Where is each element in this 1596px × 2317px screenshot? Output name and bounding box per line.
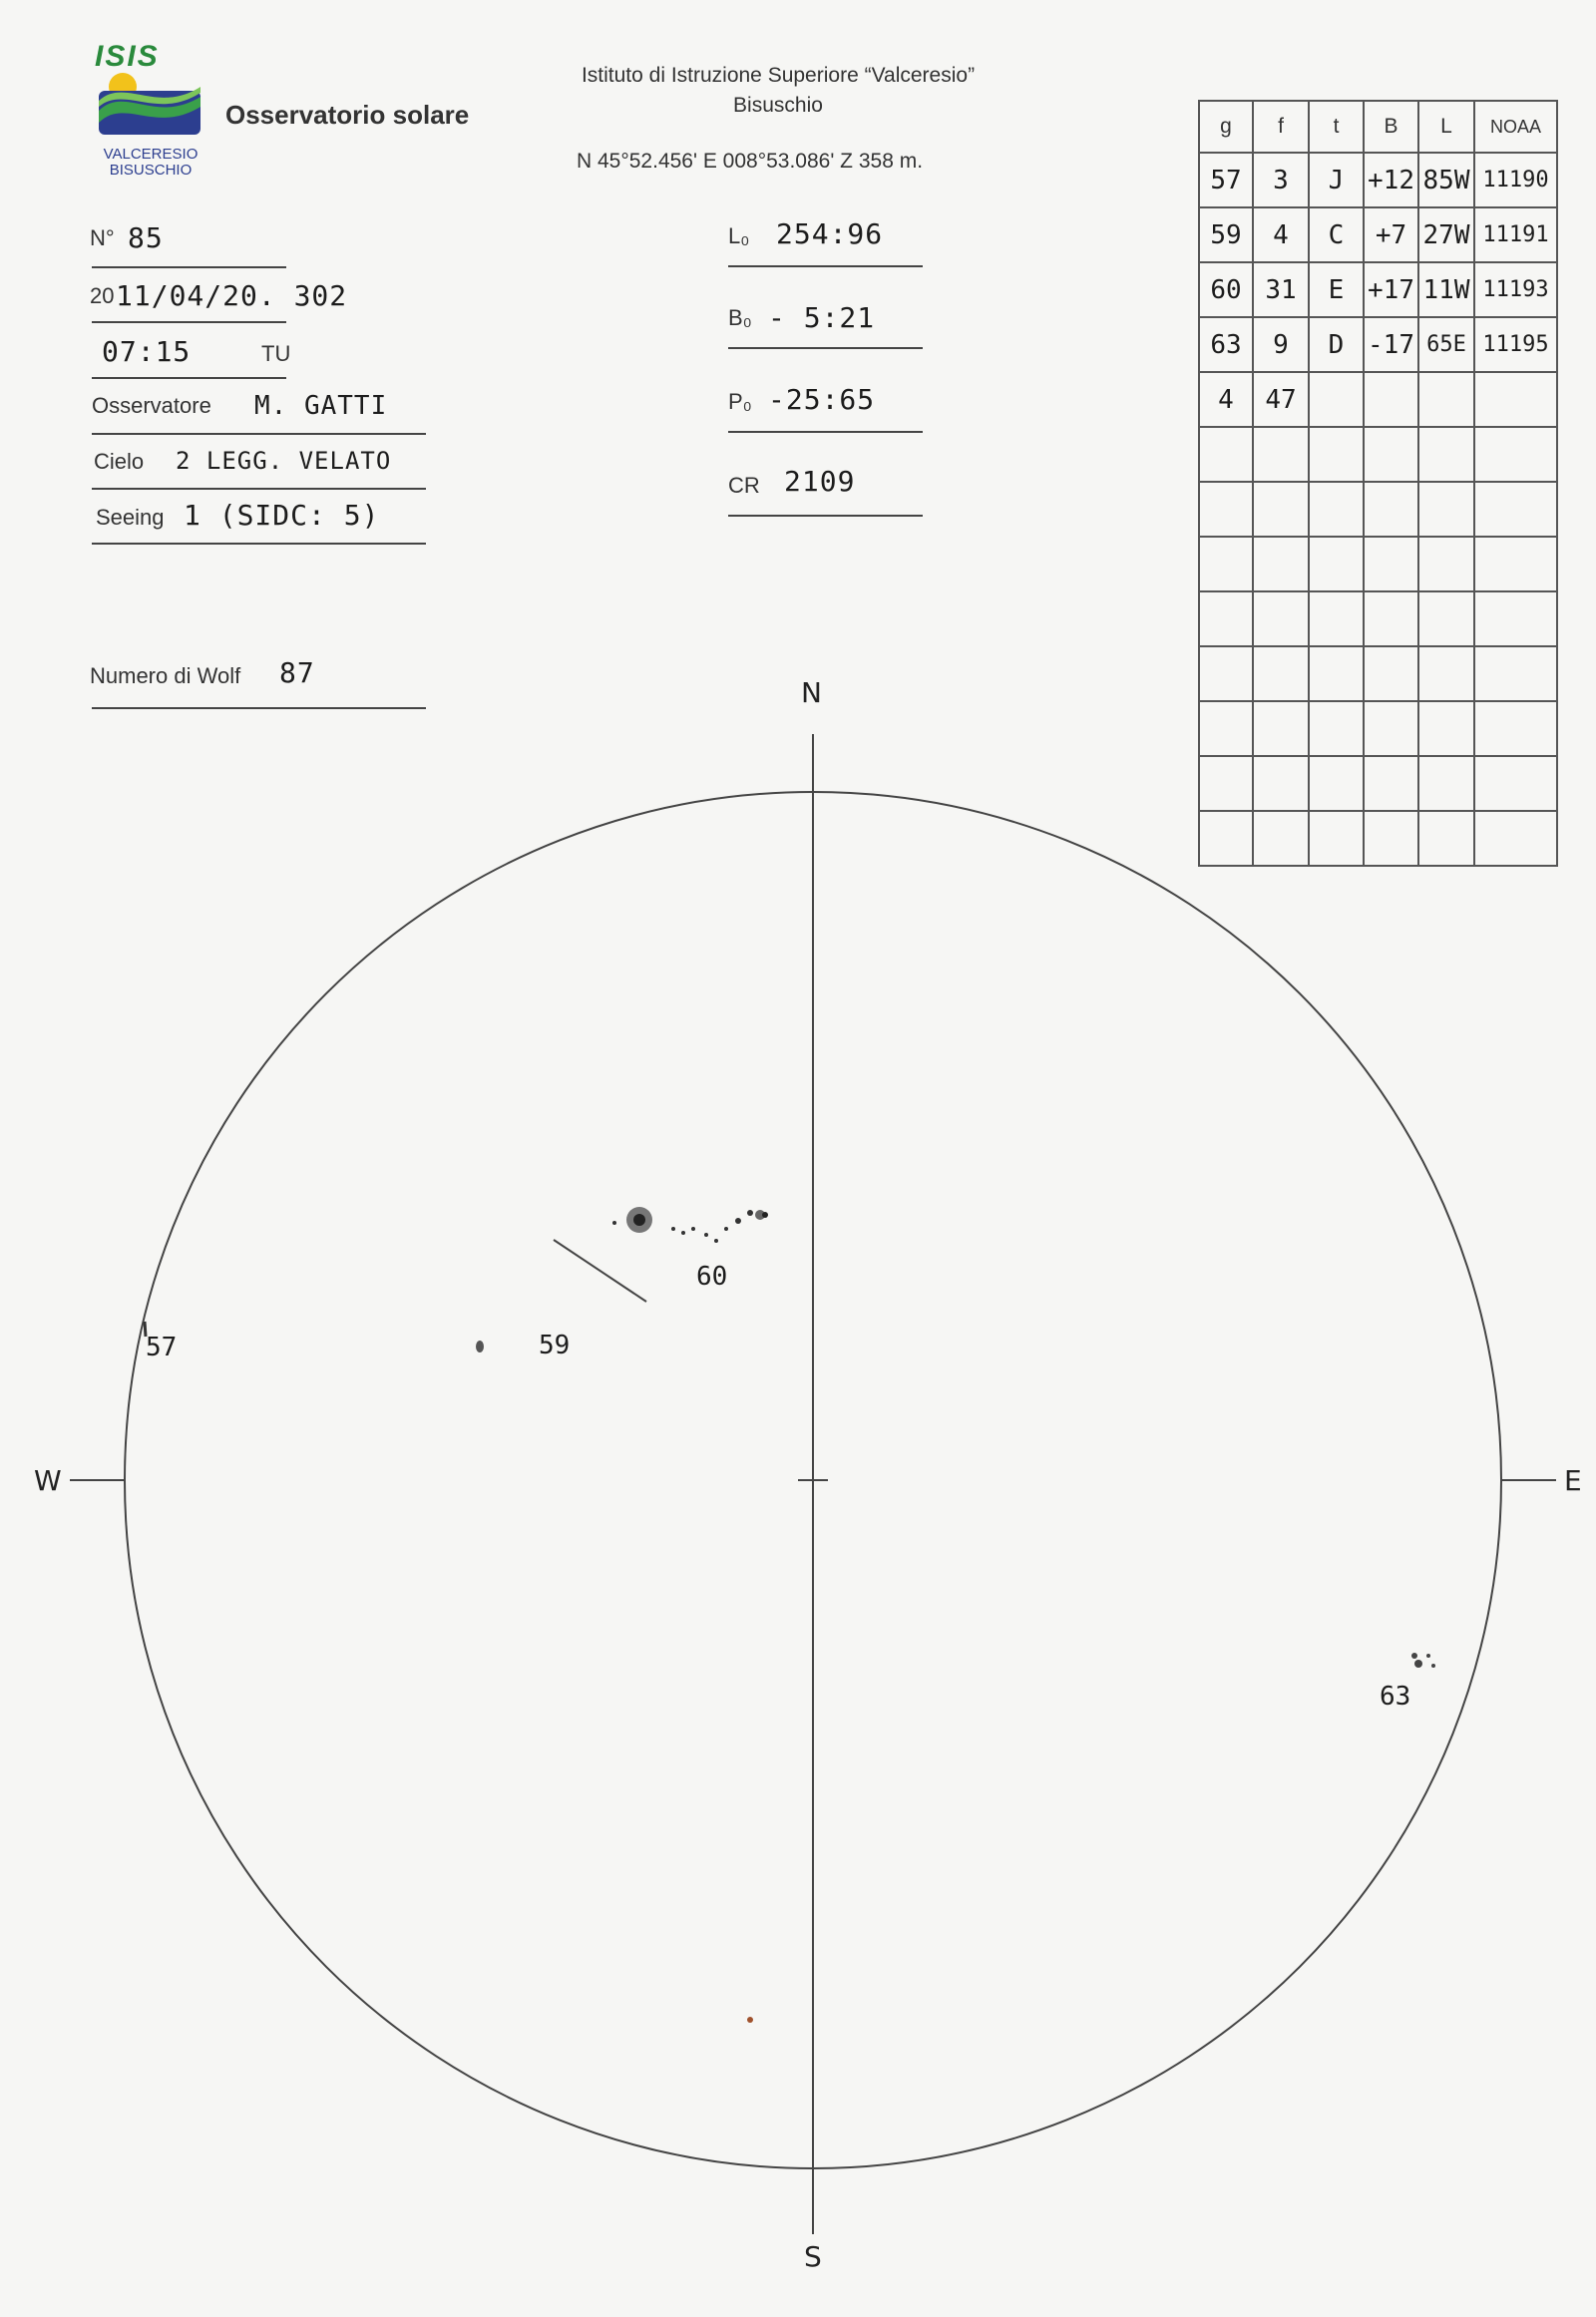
sunspot-60-pore (724, 1227, 728, 1231)
logo-school-line1: VALCERESIO (103, 146, 199, 163)
sky-label: Cielo (94, 449, 145, 474)
observer-label: Osservatore (92, 393, 211, 418)
date-prefix: 20 (90, 283, 115, 308)
logo-school-line2: BISUSCHIO (109, 162, 193, 179)
south-label: S (804, 2240, 822, 2273)
number-label: N° (90, 225, 115, 250)
CR-value: 2109 (784, 465, 856, 498)
header-cell-f: f (1253, 101, 1309, 153)
table-cell-g: 63 (1199, 317, 1253, 372)
P0-value: -25:65 (768, 383, 876, 416)
B0-label: B₀ (728, 305, 752, 330)
sunspot-63-spot (1414, 1660, 1422, 1668)
sunspot-60-pore (612, 1221, 616, 1225)
table-cell-t: E (1309, 262, 1364, 317)
table-cell-t: J (1309, 153, 1364, 207)
seeing-label: Seeing (96, 505, 165, 530)
institute-name: Istituto di Istruzione Superiore “Valceresio” (581, 64, 976, 87)
annotation-line (554, 1240, 646, 1302)
paper-mark (747, 2017, 753, 2023)
table-cell-b: +7 (1364, 207, 1418, 262)
table-cell-t: C (1309, 207, 1364, 262)
table-cell-noaa: 11195 (1474, 317, 1557, 372)
sunspot-60-pore (671, 1227, 675, 1231)
table-cell-l: 85W (1418, 153, 1474, 207)
sunspot-63-spot (1426, 1654, 1430, 1658)
seeing-value: 1 (SIDC: 5) (184, 499, 380, 532)
table-cell-f: 47 (1253, 372, 1309, 427)
west-label: W (34, 1464, 62, 1497)
table-cell-f: 3 (1253, 153, 1309, 207)
sunspot-60-umbra (633, 1214, 645, 1226)
group-label-59: 59 (539, 1331, 571, 1360)
table-cell-noaa: 11193 (1474, 262, 1557, 317)
sunspot-group-63 (1411, 1653, 1435, 1668)
sunspot-63-spot (1411, 1653, 1417, 1659)
table-cell-noaa: 11190 (1474, 153, 1557, 207)
P0-label: P₀ (728, 389, 752, 414)
group-label-63: 63 (1380, 1682, 1411, 1712)
sunspot-group-59 (476, 1341, 484, 1352)
sunspot-60-pore (714, 1239, 718, 1243)
date-value: 11/04/20. 302 (116, 279, 348, 312)
table-cell-g: 59 (1199, 207, 1253, 262)
observatory-title: Osservatorio solare (225, 100, 470, 130)
header-cell-g: g (1199, 101, 1253, 153)
sunspot-60-pore (747, 1210, 753, 1216)
header-cell-noaa: NOAA (1474, 101, 1557, 153)
L0-value: 254:96 (776, 217, 884, 250)
number-value: 85 (128, 221, 164, 254)
header-cell-B: B (1364, 101, 1418, 153)
L0-label: L₀ (728, 223, 750, 248)
sunspot-60-pore (704, 1233, 708, 1237)
table-cell-g: 4 (1199, 372, 1253, 427)
table-cell-b: +17 (1364, 262, 1418, 317)
east-label: E (1564, 1464, 1582, 1497)
CR-label: CR (728, 473, 760, 498)
table-cell-g: 57 (1199, 153, 1253, 207)
sunspot-60-follower-umbra (762, 1212, 768, 1218)
sky-value: 2 LEGG. VELATO (176, 447, 392, 475)
table-cell-l: 65E (1418, 317, 1474, 372)
table-cell-f: 31 (1253, 262, 1309, 317)
sunspot-60-pore (691, 1227, 695, 1231)
time-value: 07:15 (102, 335, 192, 368)
table-cell-b: +12 (1364, 153, 1418, 207)
header-cell-t: t (1309, 101, 1364, 153)
group-label-57: 57 (146, 1333, 178, 1362)
observer-value: M. GATTI (254, 391, 388, 421)
sunspot-63-spot (1431, 1664, 1435, 1668)
observatory-coordinates: N 45°52.456' E 008°53.086' Z 358 m. (577, 150, 924, 173)
header-cell-L: L (1418, 101, 1474, 153)
table-cell-l: 11W (1418, 262, 1474, 317)
wolf-value: 87 (279, 656, 315, 689)
time-unit: TU (261, 341, 291, 366)
sunspot-60-pore (681, 1231, 685, 1235)
table-cell-t: D (1309, 317, 1364, 372)
wolf-label: Numero di Wolf (90, 663, 241, 688)
table-cell-b: -17 (1364, 317, 1418, 372)
north-label: N (801, 676, 822, 709)
sunspot-group-60 (612, 1207, 768, 1243)
logo-isis-text: ISIS (95, 40, 160, 73)
sunspot-60-pore (735, 1218, 741, 1224)
B0-value: - 5:21 (768, 301, 876, 334)
group-label-60: 60 (696, 1262, 728, 1292)
institute-town: Bisuschio (733, 94, 823, 117)
table-cell-f: 9 (1253, 317, 1309, 372)
table-cell-noaa: 11191 (1474, 207, 1557, 262)
table-cell-l: 27W (1418, 207, 1474, 262)
table-cell-f: 4 (1253, 207, 1309, 262)
table-cell-g: 60 (1199, 262, 1253, 317)
